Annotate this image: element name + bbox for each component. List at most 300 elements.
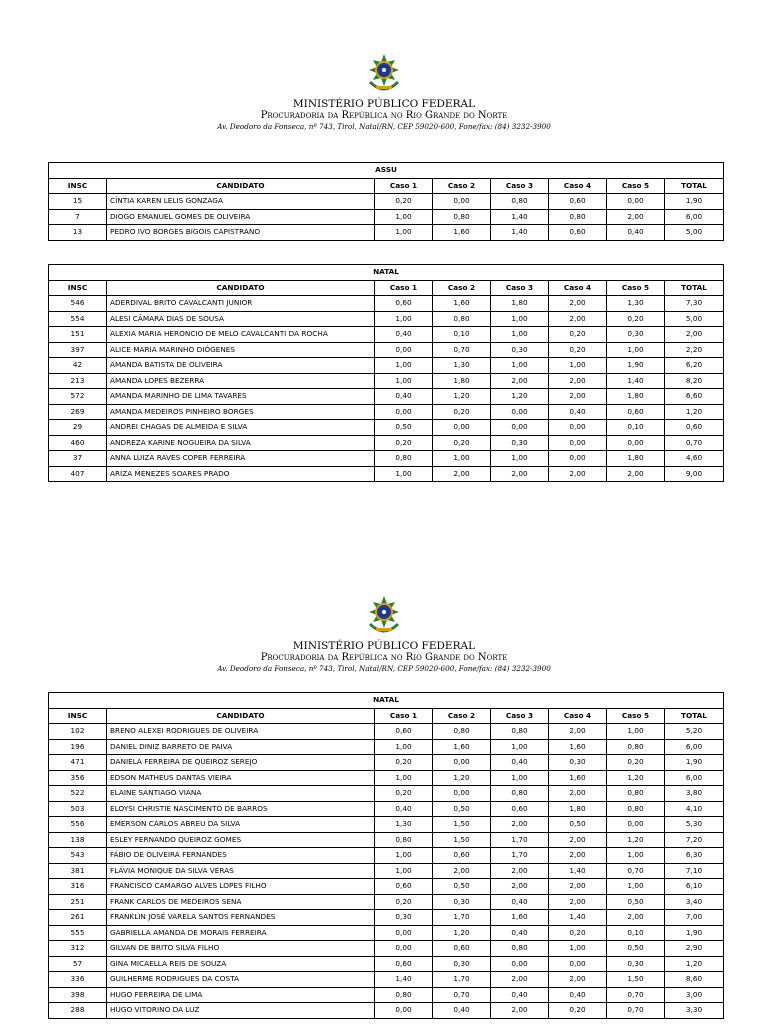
insc-cell: 213 xyxy=(49,373,107,389)
candidate-name-cell: DANIELA FERREIRA DE QUEIROZ SEREJO xyxy=(107,755,375,771)
candidate-name-cell: HUGO FERREIRA DE LIMA xyxy=(107,987,375,1003)
candidate-name-cell: BRENO ALEXEI RODRIGUES DE OLIVEIRA xyxy=(107,724,375,740)
score-cell: 0,30 xyxy=(607,956,665,972)
score-cell: 1,20 xyxy=(607,770,665,786)
score-cell: 0,00 xyxy=(491,404,549,420)
candidate-name-cell: GUILHERME RODRIGUES DA COSTA xyxy=(107,972,375,988)
score-cell: 1,00 xyxy=(491,451,549,467)
candidate-name-cell: EMERSON CARLOS ABREU DA SILVA xyxy=(107,817,375,833)
table-row xyxy=(49,358,724,374)
candidate-name-cell: PEDRO IVO BORGES BIGOIS CAPISTRANO xyxy=(107,225,375,241)
table-row xyxy=(49,327,724,343)
score-cell: 1,20 xyxy=(433,770,491,786)
table-row xyxy=(49,373,724,389)
org-division: Procuradoria da República no Rio Grande do Norte xyxy=(260,652,508,663)
candidate-name-cell: ANNA LUIZA RAVES COPER FERREIRA xyxy=(107,451,375,467)
results-table-natal-1 xyxy=(48,264,724,482)
table-row xyxy=(49,435,724,451)
score-cell: 0,20 xyxy=(549,925,607,941)
table-row xyxy=(49,739,724,755)
insc-cell: 288 xyxy=(49,1003,107,1019)
table-row xyxy=(49,786,724,802)
score-cell: 0,80 xyxy=(607,801,665,817)
table-row xyxy=(49,941,724,957)
coat-of-arms-icon xyxy=(364,594,404,638)
score-cell: 1,00 xyxy=(375,466,433,482)
score-cell: 1,00 xyxy=(549,941,607,957)
score-cell: 0,40 xyxy=(491,755,549,771)
score-cell: 1,30 xyxy=(375,817,433,833)
score-cell: 1,00 xyxy=(375,225,433,241)
candidate-name-cell: ELOYSI CHRISTIE NASCIMENTO DE BARROS xyxy=(107,801,375,817)
score-cell: 0,60 xyxy=(375,956,433,972)
insc-cell: 522 xyxy=(49,786,107,802)
score-cell: 0,10 xyxy=(433,327,491,343)
score-cell: 0,30 xyxy=(375,910,433,926)
score-cell: 0,00 xyxy=(433,420,491,436)
score-cell: 0,00 xyxy=(375,1003,433,1019)
insc-cell: 336 xyxy=(49,972,107,988)
table-row xyxy=(49,311,724,327)
candidate-name-cell: DANIEL DINIZ BARRETO DE PAIVA xyxy=(107,739,375,755)
score-cell: 0,20 xyxy=(433,404,491,420)
candidate-name-cell: GILVAN DE BRITO SILVA FILHO xyxy=(107,941,375,957)
score-cell: 8,20 xyxy=(665,373,724,389)
insc-cell: 398 xyxy=(49,987,107,1003)
candidate-name-cell: EDSON MATHEUS DANTAS VIEIRA xyxy=(107,770,375,786)
score-cell: 3,00 xyxy=(665,987,724,1003)
score-cell: 2,00 xyxy=(549,466,607,482)
insc-cell: 554 xyxy=(49,311,107,327)
score-cell: 0,80 xyxy=(433,724,491,740)
column-header: Caso 3 xyxy=(491,280,549,296)
score-cell: 0,70 xyxy=(433,987,491,1003)
score-cell: 2,00 xyxy=(491,466,549,482)
insc-cell: 543 xyxy=(49,848,107,864)
candidate-name-cell: ADERDIVAL BRITO CAVALCANTI JUNIOR xyxy=(107,296,375,312)
score-cell: 2,20 xyxy=(665,342,724,358)
score-cell: 7,00 xyxy=(665,910,724,926)
score-cell: 0,50 xyxy=(607,941,665,957)
score-cell: 0,00 xyxy=(549,451,607,467)
insc-cell: 29 xyxy=(49,420,107,436)
score-cell: 0,60 xyxy=(375,296,433,312)
score-cell: 1,70 xyxy=(433,972,491,988)
score-cell: 2,00 xyxy=(433,863,491,879)
score-cell: 1,60 xyxy=(433,739,491,755)
score-cell: 0,80 xyxy=(433,311,491,327)
org-division: Procuradoria da República no Rio Grande do Norte xyxy=(260,110,508,121)
score-cell: 1,40 xyxy=(375,972,433,988)
insc-cell: 546 xyxy=(49,296,107,312)
insc-cell: 556 xyxy=(49,817,107,833)
score-cell: 2,00 xyxy=(549,296,607,312)
insc-cell: 102 xyxy=(49,724,107,740)
score-cell: 1,20 xyxy=(491,389,549,405)
score-cell: 1,70 xyxy=(491,848,549,864)
score-cell: 0,00 xyxy=(433,786,491,802)
candidate-name-cell: GABRIELLA AMANDA DE MORAIS FERREIRA xyxy=(107,925,375,941)
table-row xyxy=(49,848,724,864)
score-cell: 1,00 xyxy=(491,358,549,374)
table-row xyxy=(49,894,724,910)
insc-cell: 407 xyxy=(49,466,107,482)
score-cell: 0,40 xyxy=(607,225,665,241)
score-cell: 0,20 xyxy=(549,1003,607,1019)
score-cell: 0,80 xyxy=(433,209,491,225)
score-cell: 7,30 xyxy=(665,296,724,312)
candidate-name-cell: AMANDA LOPES BEZERRA xyxy=(107,373,375,389)
insc-cell: 251 xyxy=(49,894,107,910)
candidate-name-cell: ANDREI CHAGAS DE ALMEIDA E SILVA xyxy=(107,420,375,436)
score-cell: 1,80 xyxy=(433,373,491,389)
score-cell: 1,00 xyxy=(491,311,549,327)
score-cell: 0,60 xyxy=(491,801,549,817)
score-cell: 0,60 xyxy=(433,848,491,864)
score-cell: 0,00 xyxy=(375,404,433,420)
score-cell: 0,40 xyxy=(549,987,607,1003)
score-cell: 2,00 xyxy=(491,879,549,895)
column-header: TOTAL xyxy=(665,178,724,194)
score-cell: 1,80 xyxy=(607,451,665,467)
score-cell: 0,50 xyxy=(607,894,665,910)
score-cell: 0,30 xyxy=(491,342,549,358)
score-cell: 0,80 xyxy=(491,194,549,210)
score-cell: 0,60 xyxy=(375,724,433,740)
score-cell: 0,70 xyxy=(433,342,491,358)
score-cell: 0,00 xyxy=(549,435,607,451)
insc-cell: 261 xyxy=(49,910,107,926)
insc-cell: 397 xyxy=(49,342,107,358)
score-cell: 0,80 xyxy=(491,786,549,802)
table-title: NATAL xyxy=(49,693,724,709)
score-cell: 0,60 xyxy=(375,879,433,895)
score-cell: 0,40 xyxy=(375,327,433,343)
score-cell: 1,50 xyxy=(433,832,491,848)
candidate-name-cell: ANDREZA KARINE NOGUEIRA DA SILVA xyxy=(107,435,375,451)
column-header: TOTAL xyxy=(665,280,724,296)
score-cell: 2,00 xyxy=(607,910,665,926)
column-header-row xyxy=(49,708,724,724)
insc-cell: 196 xyxy=(49,739,107,755)
column-header: Caso 1 xyxy=(375,280,433,296)
table-row xyxy=(49,451,724,467)
table-row xyxy=(49,420,724,436)
candidate-name-cell: ELAINE SANTIAGO VIANA xyxy=(107,786,375,802)
score-cell: 6,00 xyxy=(665,770,724,786)
score-cell: 0,80 xyxy=(491,941,549,957)
column-header: Caso 4 xyxy=(549,708,607,724)
score-cell: 1,50 xyxy=(433,817,491,833)
insc-cell: 151 xyxy=(49,327,107,343)
score-cell: 0,80 xyxy=(607,786,665,802)
column-header: Caso 3 xyxy=(491,708,549,724)
insc-cell: 269 xyxy=(49,404,107,420)
score-cell: 0,20 xyxy=(375,435,433,451)
score-cell: 0,00 xyxy=(491,956,549,972)
insc-cell: 555 xyxy=(49,925,107,941)
candidate-name-cell: AMANDA MEDEIROS PINHEIRO BORGES xyxy=(107,404,375,420)
score-cell: 2,00 xyxy=(549,373,607,389)
score-cell: 3,30 xyxy=(665,1003,724,1019)
candidate-name-cell: ALESI CÂMARA DIAS DE SOUSA xyxy=(107,311,375,327)
score-cell: 0,80 xyxy=(607,739,665,755)
score-cell: 1,00 xyxy=(375,209,433,225)
score-cell: 1,00 xyxy=(433,451,491,467)
score-cell: 2,00 xyxy=(491,972,549,988)
score-cell: 1,90 xyxy=(665,194,724,210)
score-cell: 0,40 xyxy=(433,1003,491,1019)
score-cell: 9,00 xyxy=(665,466,724,482)
insc-cell: 312 xyxy=(49,941,107,957)
insc-cell: 42 xyxy=(49,358,107,374)
column-header: INSC xyxy=(49,280,107,296)
table-row xyxy=(49,832,724,848)
score-cell: 0,80 xyxy=(375,987,433,1003)
score-cell: 6,00 xyxy=(665,209,724,225)
score-cell: 0,20 xyxy=(375,786,433,802)
score-cell: 2,00 xyxy=(607,466,665,482)
column-header: Caso 2 xyxy=(433,280,491,296)
candidate-name-cell: FRANCISCO CAMARGO ALVES LOPES FILHO xyxy=(107,879,375,895)
score-cell: 2,00 xyxy=(549,848,607,864)
score-cell: 6,20 xyxy=(665,358,724,374)
results-table-assu xyxy=(48,162,724,241)
score-cell: 2,00 xyxy=(665,327,724,343)
table-row xyxy=(49,389,724,405)
score-cell: 0,00 xyxy=(607,435,665,451)
table-title-row xyxy=(49,693,724,709)
score-cell: 1,40 xyxy=(549,863,607,879)
score-cell: 2,00 xyxy=(491,373,549,389)
insc-cell: 138 xyxy=(49,832,107,848)
score-cell: 0,80 xyxy=(375,451,433,467)
score-cell: 0,00 xyxy=(607,194,665,210)
score-cell: 1,40 xyxy=(549,910,607,926)
score-cell: 0,00 xyxy=(433,755,491,771)
candidate-name-cell: FÁBIO DE OLIVEIRA FERNANDES xyxy=(107,848,375,864)
score-cell: 2,00 xyxy=(549,311,607,327)
table-row xyxy=(49,817,724,833)
table-row xyxy=(49,972,724,988)
score-cell: 0,30 xyxy=(433,894,491,910)
score-cell: 5,30 xyxy=(665,817,724,833)
score-cell: 0,40 xyxy=(491,987,549,1003)
column-header: INSC xyxy=(49,708,107,724)
score-cell: 2,00 xyxy=(549,972,607,988)
column-header: CANDIDATO xyxy=(107,178,375,194)
score-cell: 0,30 xyxy=(607,327,665,343)
score-cell: 0,00 xyxy=(433,194,491,210)
score-cell: 1,00 xyxy=(491,739,549,755)
table-row xyxy=(49,755,724,771)
insc-cell: 57 xyxy=(49,956,107,972)
score-cell: 0,30 xyxy=(491,435,549,451)
score-cell: 0,80 xyxy=(491,724,549,740)
candidate-name-cell: AMANDA MARINHO DE LIMA TAVARES xyxy=(107,389,375,405)
org-name: MINISTÉRIO PÚBLICO FEDERAL xyxy=(292,98,476,110)
score-cell: 1,60 xyxy=(433,225,491,241)
score-cell: 0,40 xyxy=(491,894,549,910)
table-row xyxy=(49,879,724,895)
score-cell: 0,00 xyxy=(549,420,607,436)
score-cell: 2,00 xyxy=(549,724,607,740)
table-row xyxy=(49,801,724,817)
column-header: INSC xyxy=(49,178,107,194)
score-cell: 0,70 xyxy=(607,987,665,1003)
insc-cell: 356 xyxy=(49,770,107,786)
insc-cell: 316 xyxy=(49,879,107,895)
score-cell: 1,20 xyxy=(433,389,491,405)
score-cell: 6,60 xyxy=(665,389,724,405)
table-row xyxy=(49,910,724,926)
score-cell: 1,70 xyxy=(491,832,549,848)
score-cell: 0,00 xyxy=(607,817,665,833)
score-cell: 0,30 xyxy=(433,956,491,972)
score-cell: 1,00 xyxy=(607,879,665,895)
candidate-name-cell: FLÁVIA MONIQUE DA SILVA VERAS xyxy=(107,863,375,879)
letterhead-1 xyxy=(0,52,768,132)
candidate-name-cell: HUGO VITORINO DA LUZ xyxy=(107,1003,375,1019)
score-cell: 1,80 xyxy=(607,389,665,405)
score-cell: 0,40 xyxy=(375,389,433,405)
score-cell: 0,60 xyxy=(607,404,665,420)
insc-cell: 572 xyxy=(49,389,107,405)
insc-cell: 15 xyxy=(49,194,107,210)
score-cell: 0,20 xyxy=(375,894,433,910)
score-cell: 1,00 xyxy=(375,358,433,374)
column-header: Caso 2 xyxy=(433,708,491,724)
score-cell: 1,00 xyxy=(607,724,665,740)
score-cell: 0,40 xyxy=(375,801,433,817)
score-cell: 1,90 xyxy=(607,358,665,374)
score-cell: 0,40 xyxy=(491,925,549,941)
score-cell: 0,00 xyxy=(549,956,607,972)
table-title: NATAL xyxy=(49,265,724,281)
score-cell: 0,60 xyxy=(433,941,491,957)
score-cell: 0,50 xyxy=(433,801,491,817)
column-header: Caso 4 xyxy=(549,280,607,296)
org-address: Av. Deodoro da Fonseca, nº 743, Tirol, Natal/RN, CEP 59020-600, Fone/fax: (84) 3232-3900 xyxy=(217,664,551,673)
table-row xyxy=(49,724,724,740)
score-cell: 4,10 xyxy=(665,801,724,817)
score-cell: 0,60 xyxy=(665,420,724,436)
score-cell: 1,00 xyxy=(607,848,665,864)
column-header: Caso 4 xyxy=(549,178,607,194)
score-cell: 0,60 xyxy=(549,194,607,210)
score-cell: 1,90 xyxy=(665,925,724,941)
letterhead-2 xyxy=(0,594,768,674)
table-row xyxy=(49,296,724,312)
insc-cell: 7 xyxy=(49,209,107,225)
score-cell: 2,00 xyxy=(549,879,607,895)
score-cell: 2,90 xyxy=(665,941,724,957)
score-cell: 1,00 xyxy=(491,327,549,343)
score-cell: 1,00 xyxy=(375,770,433,786)
table-row xyxy=(49,925,724,941)
score-cell: 1,90 xyxy=(665,755,724,771)
score-cell: 0,00 xyxy=(375,342,433,358)
insc-cell: 37 xyxy=(49,451,107,467)
table-title-row xyxy=(49,163,724,179)
candidate-name-cell: ALICE MARIA MARINHO DIÓGENES xyxy=(107,342,375,358)
score-cell: 3,80 xyxy=(665,786,724,802)
score-cell: 1,50 xyxy=(607,972,665,988)
org-address: Av. Deodoro da Fonseca, nº 743, Tirol, Natal/RN, CEP 59020-600, Fone/fax: (84) 3232-3900 xyxy=(217,122,551,131)
score-cell: 0,10 xyxy=(607,420,665,436)
column-header: TOTAL xyxy=(665,708,724,724)
score-cell: 0,60 xyxy=(549,225,607,241)
score-cell: 1,60 xyxy=(549,770,607,786)
score-cell: 0,70 xyxy=(607,863,665,879)
score-cell: 0,50 xyxy=(433,879,491,895)
score-cell: 1,60 xyxy=(433,296,491,312)
score-cell: 1,00 xyxy=(375,739,433,755)
column-header: CANDIDATO xyxy=(107,280,375,296)
score-cell: 2,00 xyxy=(433,466,491,482)
score-cell: 1,60 xyxy=(549,739,607,755)
column-header: Caso 5 xyxy=(607,708,665,724)
score-cell: 1,00 xyxy=(491,770,549,786)
score-cell: 1,20 xyxy=(433,925,491,941)
score-cell: 0,20 xyxy=(607,755,665,771)
candidate-name-cell: GINA MICAELLA REIS DE SOUZA xyxy=(107,956,375,972)
score-cell: 0,70 xyxy=(665,435,724,451)
score-cell: 2,00 xyxy=(491,863,549,879)
score-cell: 1,00 xyxy=(375,848,433,864)
score-cell: 0,70 xyxy=(607,1003,665,1019)
insc-cell: 503 xyxy=(49,801,107,817)
score-cell: 0,20 xyxy=(607,311,665,327)
table-row xyxy=(49,1003,724,1019)
score-cell: 1,00 xyxy=(549,358,607,374)
candidate-name-cell: CÍNTIA KAREN LELIS GONZAGA xyxy=(107,194,375,210)
table-row xyxy=(49,194,724,210)
score-cell: 5,20 xyxy=(665,724,724,740)
score-cell: 7,10 xyxy=(665,863,724,879)
column-header: Caso 1 xyxy=(375,708,433,724)
candidate-name-cell: ALEXIA MARIA HERONCIO DE MELO CAVALCANTI DA ROCHA xyxy=(107,327,375,343)
score-cell: 0,50 xyxy=(549,817,607,833)
score-cell: 1,00 xyxy=(375,311,433,327)
score-cell: 6,00 xyxy=(665,739,724,755)
table-row xyxy=(49,987,724,1003)
score-cell: 1,20 xyxy=(665,404,724,420)
score-cell: 1,80 xyxy=(491,296,549,312)
score-cell: 4,60 xyxy=(665,451,724,467)
candidate-name-cell: ESLEY FERNANDO QUEIROZ GOMES xyxy=(107,832,375,848)
table-row xyxy=(49,863,724,879)
column-header: Caso 3 xyxy=(491,178,549,194)
score-cell: 5,00 xyxy=(665,311,724,327)
org-name: MINISTÉRIO PÚBLICO FEDERAL xyxy=(292,640,476,652)
column-header-row xyxy=(49,178,724,194)
score-cell: 1,30 xyxy=(607,296,665,312)
candidate-name-cell: AMANDA BATISTA DE OLIVEIRA xyxy=(107,358,375,374)
score-cell: 1,60 xyxy=(491,910,549,926)
score-cell: 5,00 xyxy=(665,225,724,241)
score-cell: 7,20 xyxy=(665,832,724,848)
candidate-name-cell: DIOGO EMANUEL GOMES DE OLIVEIRA xyxy=(107,209,375,225)
score-cell: 0,50 xyxy=(375,420,433,436)
candidate-name-cell: ARIZA MENEZES SOARES PRADO xyxy=(107,466,375,482)
score-cell: 2,00 xyxy=(607,209,665,225)
score-cell: 1,00 xyxy=(375,373,433,389)
insc-cell: 460 xyxy=(49,435,107,451)
score-cell: 2,00 xyxy=(491,1003,549,1019)
column-header-row xyxy=(49,280,724,296)
score-cell: 8,60 xyxy=(665,972,724,988)
